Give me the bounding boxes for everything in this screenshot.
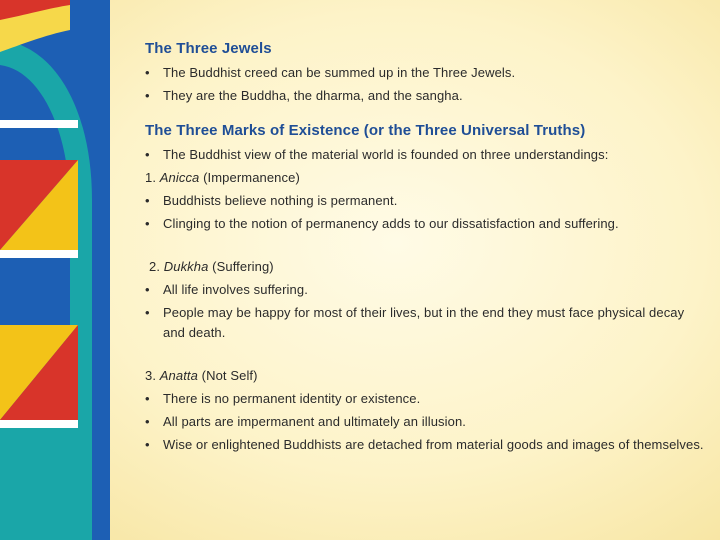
white-band-upper <box>0 120 78 128</box>
bullet-text: Wise or enlightened Buddhists are detached from material goods and images of themselves. <box>163 437 704 452</box>
heading-three-jewels: The Three Jewels <box>145 40 272 57</box>
bullet-glyph: • <box>145 147 150 162</box>
bullet-item <box>145 214 705 234</box>
bullet-item <box>145 145 705 165</box>
mark-term: Anicca <box>159 170 200 185</box>
bullet-glyph: • <box>145 414 150 429</box>
bullet-text: There is no permanent identity or existence. <box>163 391 421 406</box>
bullet-text: The Buddhist creed can be summed up in the Three Jewels. <box>163 65 516 80</box>
mark-term: Dukkha <box>163 259 209 274</box>
bullet-item <box>145 63 705 83</box>
mark-gloss: (Suffering) <box>212 259 274 274</box>
bullet-text: The Buddhist view of the material world is founded on three understandings: <box>163 147 609 162</box>
teal-bottom <box>0 428 70 540</box>
bullet-text: Buddhists believe nothing is permanent. <box>163 193 398 208</box>
bullet-item <box>145 412 705 432</box>
bullet-text: Clinging to the notion of permanency adds to our dissatisfaction and suffering. <box>163 216 619 231</box>
bullet-text: They are the Buddha, the dharma, and the sangha. <box>163 88 463 103</box>
bullet-glyph: • <box>145 65 150 80</box>
bullet-glyph: • <box>145 391 150 406</box>
bullet-glyph: • <box>145 437 150 452</box>
mark-number: 1. <box>145 170 157 185</box>
bullet-text: People may be happy for most of their lives, but in the end they must face physical decay and death. <box>163 305 685 340</box>
mark-number: 3. <box>145 368 157 383</box>
bullet-glyph: • <box>145 305 150 320</box>
mark-3-title <box>145 366 705 386</box>
mark-1-title <box>145 168 705 188</box>
slide-content <box>145 38 705 455</box>
bullet-glyph: • <box>145 193 150 208</box>
bullet-item <box>145 280 705 300</box>
mark-gloss: (Impermanence) <box>203 170 300 185</box>
heading-three-marks: The Three Marks of Existence (or the Three Universal Truths) <box>145 122 586 139</box>
mark-2-title <box>145 257 705 277</box>
bullet-glyph: • <box>145 216 150 231</box>
blue-edge-stripe <box>92 0 100 540</box>
bullet-text: All life involves suffering. <box>163 282 308 297</box>
bullet-glyph: • <box>145 282 150 297</box>
bullet-item <box>145 389 705 409</box>
bullet-item <box>145 303 705 343</box>
bullet-item <box>145 86 705 106</box>
bullet-item <box>145 435 705 455</box>
bullet-item <box>145 191 705 211</box>
mark-number: 2. <box>149 259 161 274</box>
bullet-glyph: • <box>145 88 150 103</box>
mark-gloss: (Not Self) <box>201 368 258 383</box>
bullet-text: All parts are impermanent and ultimately an illusion. <box>163 414 466 429</box>
mark-term: Anatta <box>159 368 198 383</box>
white-band-lower <box>0 420 78 428</box>
white-band-middle <box>0 250 78 258</box>
decorative-wheel-border <box>0 0 110 540</box>
